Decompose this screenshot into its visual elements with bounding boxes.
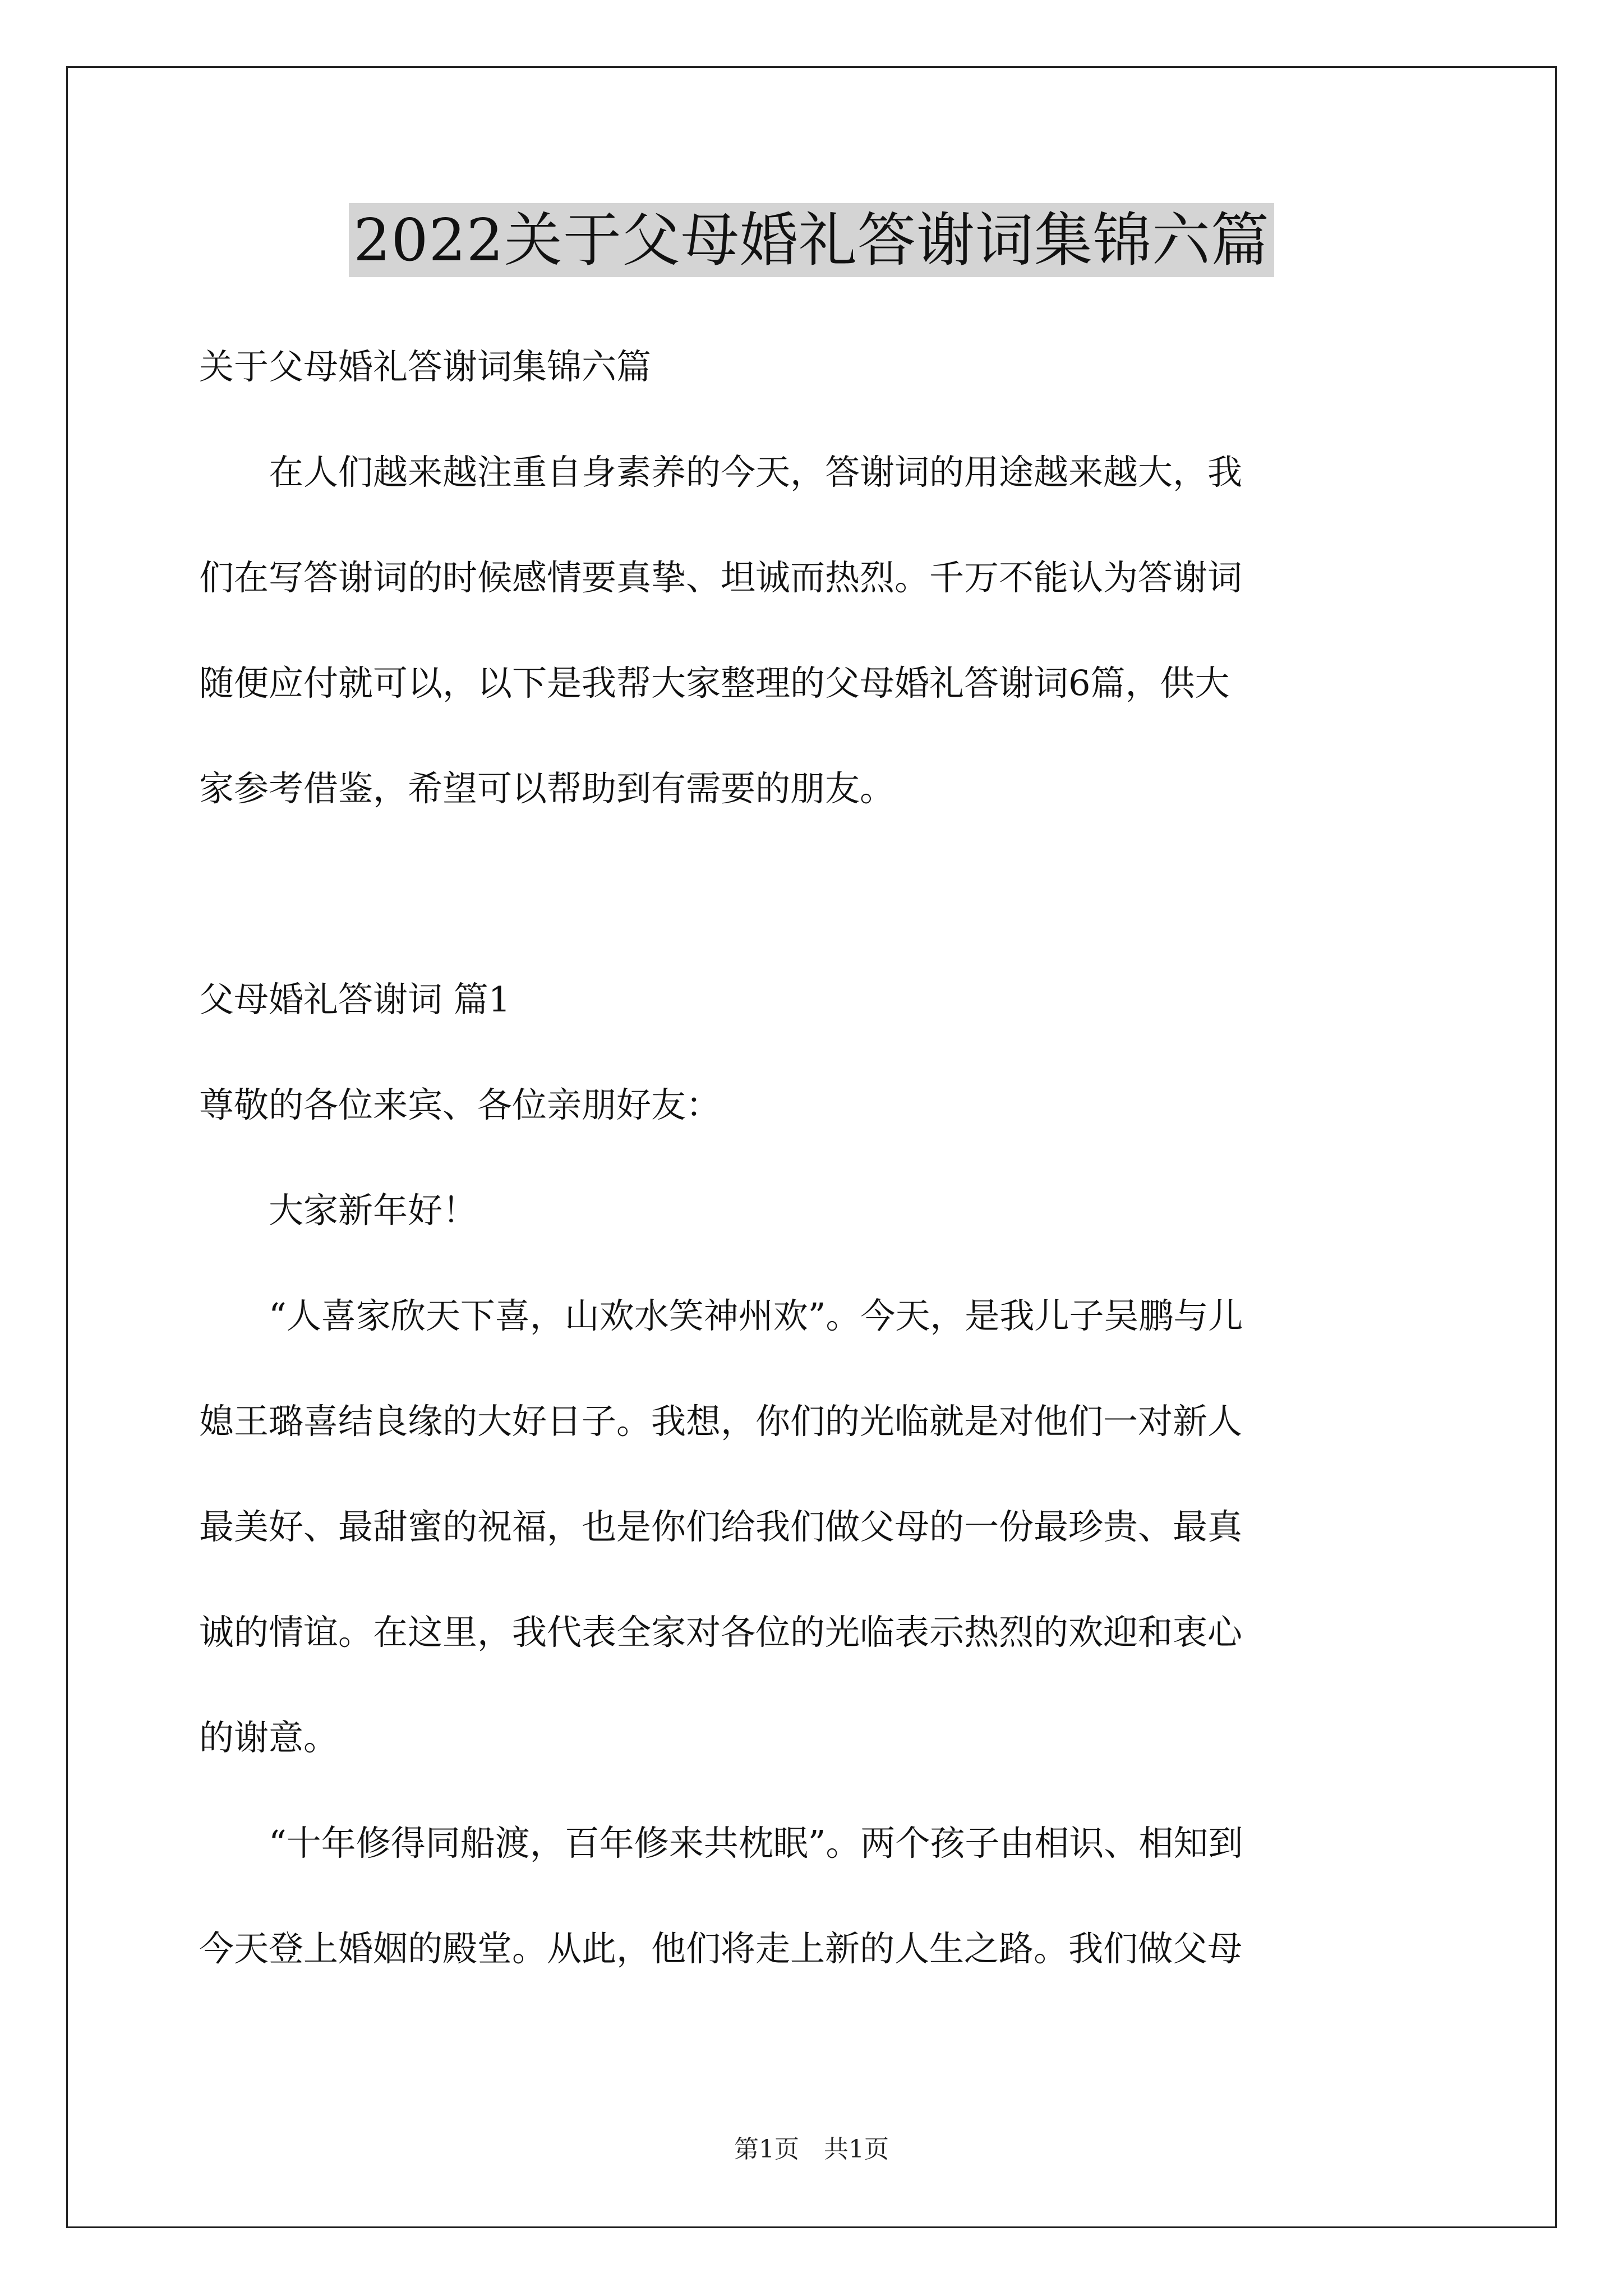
paragraph-line: 诚的情谊。在这里，我代表全家对各位的光临表示热烈的欢迎和衷心 [199, 1612, 1243, 1653]
paragraph-line: “十年修得同船渡，百年修来共枕眠”。两个孩子由相识、相知到 [199, 1823, 1243, 1864]
paragraph-line: 在人们越来越注重自身素养的今天，答谢词的用途越来越大，我 [199, 452, 1243, 493]
page-footer: 第1页 共1页 [734, 2135, 889, 2164]
paragraph-line: 的谢意。 [199, 1717, 339, 1758]
title-block [0, 203, 1623, 277]
paragraph-line: “人喜家欣天下喜，山欢水笑神州欢”。今天，是我儿子吴鹏与儿 [199, 1295, 1243, 1336]
paragraph-line: 今天登上婚姻的殿堂。从此，他们将走上新的人生之路。我们做父母 [199, 1928, 1243, 1969]
paragraph-line: 随便应付就可以，以下是我帮大家整理的父母婚礼答谢词6篇，供大 [199, 662, 1230, 703]
document-title: 2022关于父母婚礼答谢词集锦六篇 [349, 203, 1274, 277]
paragraph-line: 大家新年好！ [199, 1190, 478, 1231]
subtitle-line: 关于父母婚礼答谢词集锦六篇 [199, 346, 652, 387]
paragraph-line: 媳王璐喜结良缘的大好日子。我想，你们的光临就是对他们一对新人 [199, 1401, 1243, 1442]
document-body [199, 314, 1433, 2001]
blank-line [199, 841, 1433, 947]
paragraph-line: 最美好、最甜蜜的祝福，也是你们给我们做父母的一份最珍贵、最真 [199, 1506, 1243, 1547]
section-heading: 父母婚礼答谢词 篇1 [199, 979, 511, 1020]
salutation-line: 尊敬的各位来宾、各位亲朋好友： [199, 1084, 721, 1125]
paragraph-line: 家参考借鉴，希望可以帮助到有需要的朋友。 [199, 768, 895, 809]
paragraph-line: 们在写答谢词的时候感情要真挚、坦诚而热烈。千万不能认为答谢词 [199, 557, 1243, 598]
